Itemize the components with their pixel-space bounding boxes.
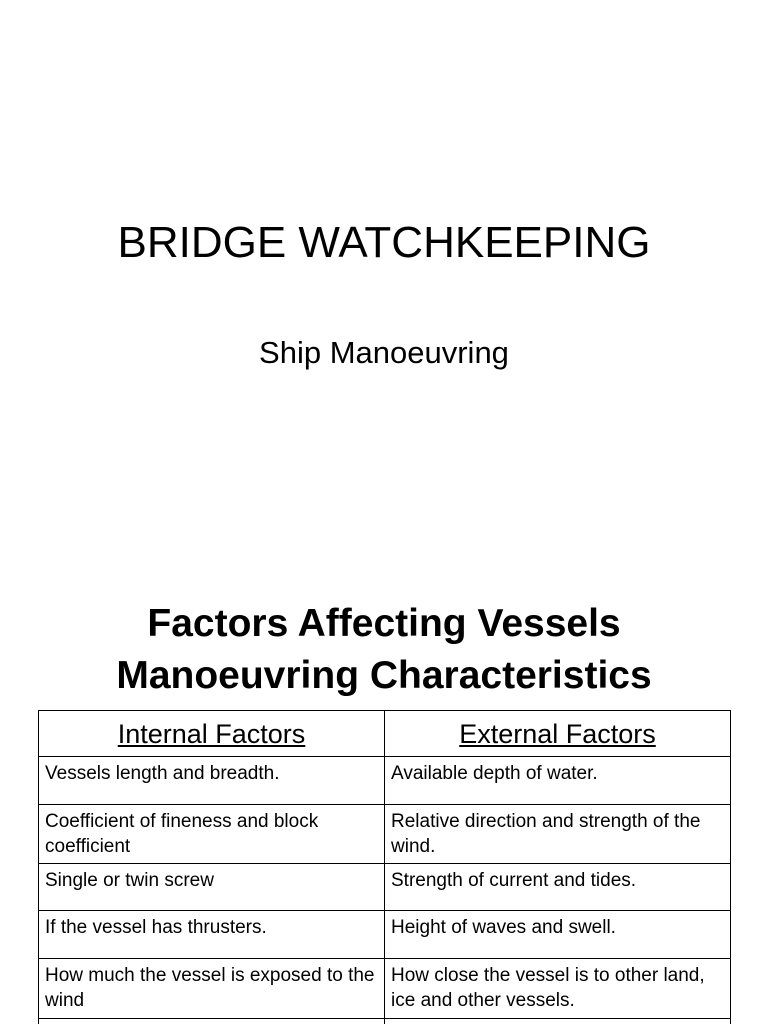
external-factor-cell: How close the vessel is to other land, ice and other vessels. bbox=[385, 959, 731, 1019]
factors-heading bbox=[0, 598, 768, 702]
slide-title: BRIDGE WATCHKEEPING bbox=[117, 218, 651, 267]
internal-factor-cell: Coefficient of fineness and block coefficient bbox=[39, 805, 385, 864]
internal-factor-cell: Single or twin screw bbox=[39, 864, 385, 911]
internal-factor-cell: If the vessel has thrusters. bbox=[39, 911, 385, 959]
external-factor-cell: Height of waves and swell. bbox=[385, 911, 731, 959]
external-factor-cell: Available depth of water. bbox=[385, 757, 731, 805]
table-row bbox=[39, 959, 731, 1019]
table-row bbox=[39, 911, 731, 959]
factors-heading-line-2: Manoeuvring Characteristics bbox=[116, 654, 652, 697]
factors-table bbox=[38, 710, 731, 1024]
table-row bbox=[39, 805, 731, 864]
table-row bbox=[39, 757, 731, 805]
table-row-cut-off bbox=[39, 1019, 731, 1024]
empty-cell bbox=[39, 1019, 385, 1024]
slide-subtitle: Ship Manoeuvring bbox=[259, 335, 509, 370]
external-factor-cell: Relative direction and strength of the wind. bbox=[385, 805, 731, 864]
header-external-factors: External Factors bbox=[385, 711, 731, 757]
external-factor-cell: Strength of current and tides. bbox=[385, 864, 731, 911]
table-header-row bbox=[39, 711, 731, 757]
table-row bbox=[39, 864, 731, 911]
header-internal-factors: Internal Factors bbox=[39, 711, 385, 757]
empty-cell bbox=[385, 1019, 731, 1024]
internal-factor-cell: Vessels length and breadth. bbox=[39, 757, 385, 805]
internal-factor-cell: How much the vessel is exposed to the wind bbox=[39, 959, 385, 1019]
factors-heading-line-1: Factors Affecting Vessels bbox=[147, 602, 621, 645]
